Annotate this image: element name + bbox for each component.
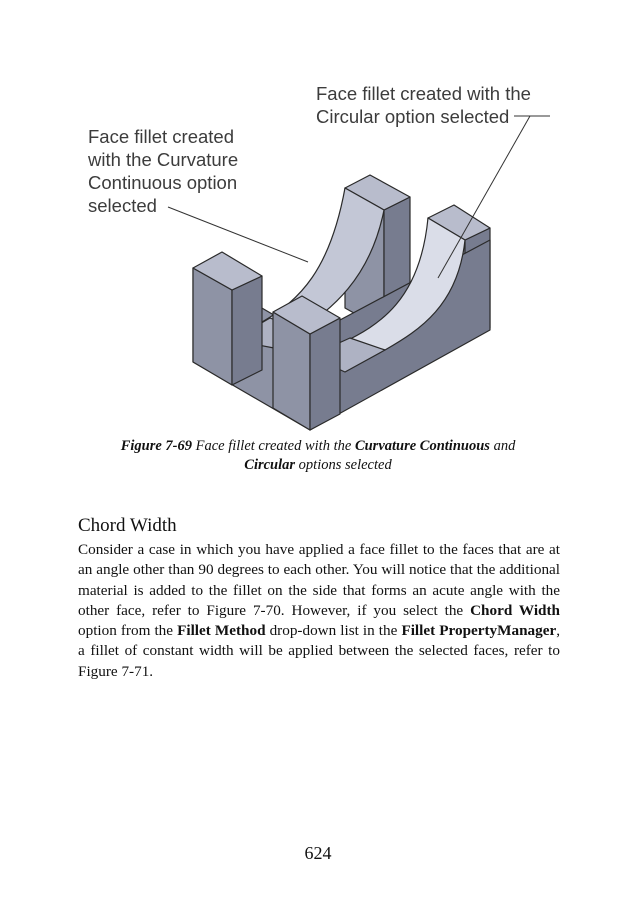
paragraph-text-2: option from the [78,622,178,640]
paragraph-bold-fillet-propertymanager: Fillet PropertyManager [401,622,557,640]
section-paragraph [78,540,560,682]
figure-7-69-illustration [0,0,636,440]
paragraph-text-3: drop-down list in the [265,622,402,640]
front-middle-wall-side [310,318,340,430]
figure-caption [60,437,576,475]
callout-curvature-continuous [88,125,238,217]
paragraph-bold-fillet-method: Fillet Method [177,622,266,640]
caption-bold-1: Curvature Continuous [354,438,490,454]
callout-left-line-3: Continuous option [88,172,238,193]
paragraph-text-1: Consider a case in which you have applied a face fillet to the faces that are at an angle other than 90 degrees to each other. You will notice that the additional material is added to the fillet on the side that forms an acute angle with the other face, refer to Figure 7-70. However, if you select the [78,541,560,619]
callout-left-line-2: with the Curvature [88,149,239,170]
caption-text-1: Face fillet created with the [191,438,355,454]
callout-right-line-2: Circular option selected [316,106,510,127]
callout-left-line-4: selected [88,195,157,216]
caption-text-2: and [489,438,516,454]
callout-right-line-1: Face fillet created with the [316,83,531,104]
section-heading: Chord Width [78,515,177,536]
page-number: 624 [304,843,332,863]
caption-label: Figure 7-69 [120,438,192,454]
paragraph-bold-chord-width: Chord Width [470,601,560,619]
paragraph-text-4: , a fillet of constant width will be applied between the selected faces, refer to Figure 7-71. [78,622,560,680]
callout-circular [316,82,531,128]
caption-bold-2: Circular [244,457,296,473]
caption-text-3: options selected [295,457,392,473]
front-left-wall-side [232,276,262,385]
callout-left-line-1: Face fillet created [88,126,235,147]
